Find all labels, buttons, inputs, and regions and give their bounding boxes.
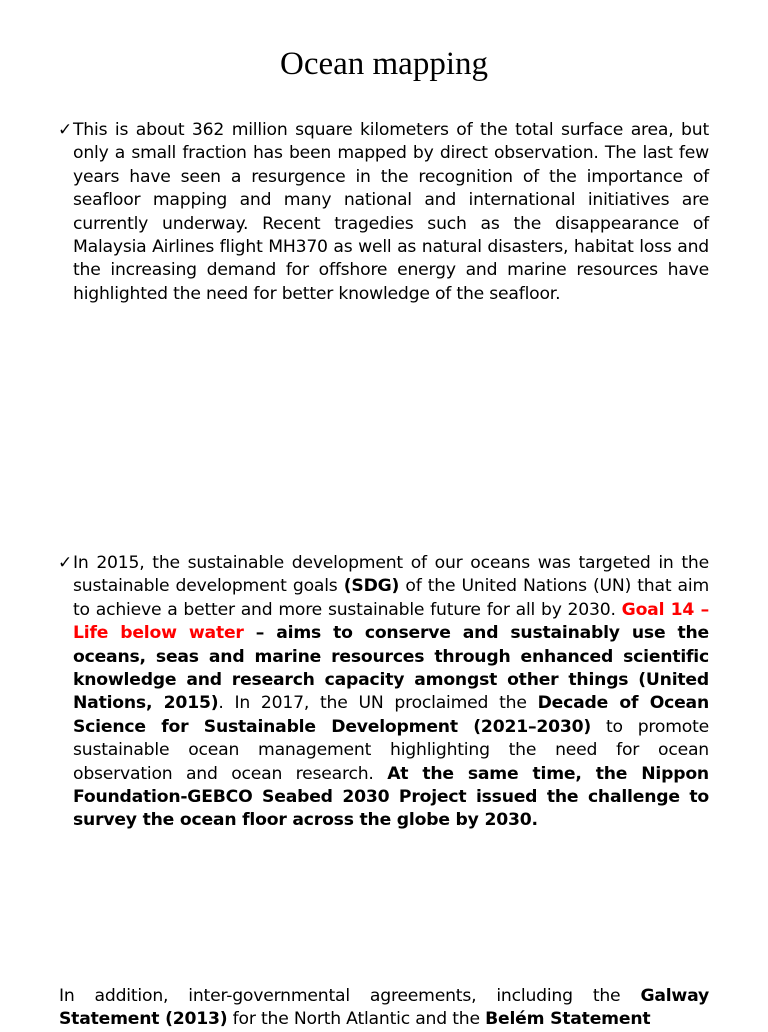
page-title: Ocean mapping xyxy=(279,46,488,82)
text-run-bold: Belém Statement xyxy=(485,1009,651,1030)
text-run-bold: – xyxy=(243,623,277,644)
paragraph-ocean-area xyxy=(58,119,709,306)
text-run-bold: aims to conserve and sustainably use the oceans, seas and marine resources through enhanced scientific knowledge and research capacity amongst other things (United Nations, 2015) xyxy=(73,623,709,714)
goal-14-highlight: Goal 14 – Life below water xyxy=(73,599,709,644)
text-run: In 2015, the sustainable development of our oceans was targeted in the sustainable development goals xyxy=(73,553,709,597)
text-run-bold: (SDG) xyxy=(343,576,400,597)
paragraph-sdg xyxy=(58,552,710,833)
check-mark-icon: ✓ xyxy=(58,553,73,573)
text-run: of the United Nations (UN) that aim to achieve a better and more sustainable future for all by 2030. xyxy=(73,576,709,620)
paragraph-agreements xyxy=(59,985,709,1032)
check-mark-icon: ✓ xyxy=(58,120,73,140)
text-run: for the North Atlantic and the xyxy=(227,1009,486,1030)
text-run-bold: At the same time, the Nippon Foundation-GEBCO Seabed 2030 Project issued the challenge to survey the ocean floor across the globe by 2030. xyxy=(73,763,709,831)
text-run: to promote sustainable ocean management highlighting the need for ocean observation and ocean research. xyxy=(73,716,710,784)
text-run-bold: Galway Statement (2013) xyxy=(59,986,709,1030)
text-run: In addition, inter-governmental agreements, including the xyxy=(59,986,641,1006)
text-run-bold: Decade of Ocean Science for Sustainable Development (2021–2030) xyxy=(73,693,709,737)
text-run: . In 2017, the UN proclaimed the xyxy=(218,693,538,714)
paragraph-text: This is about 362 million square kilometers of the total surface area, but only a small fraction has been mapped by direct observation. The last few years have seen a resurgence in the recognition of the importance of seafloor mapping and many national and international initiatives are currently underway. Recent tragedies such as the disappearance of Malaysia Airlines flight MH370 as well as natural disasters, habitat loss and the increasing demand for offshore energy and marine resources have highlighted the need for better knowledge of the seafloor. xyxy=(73,120,709,304)
